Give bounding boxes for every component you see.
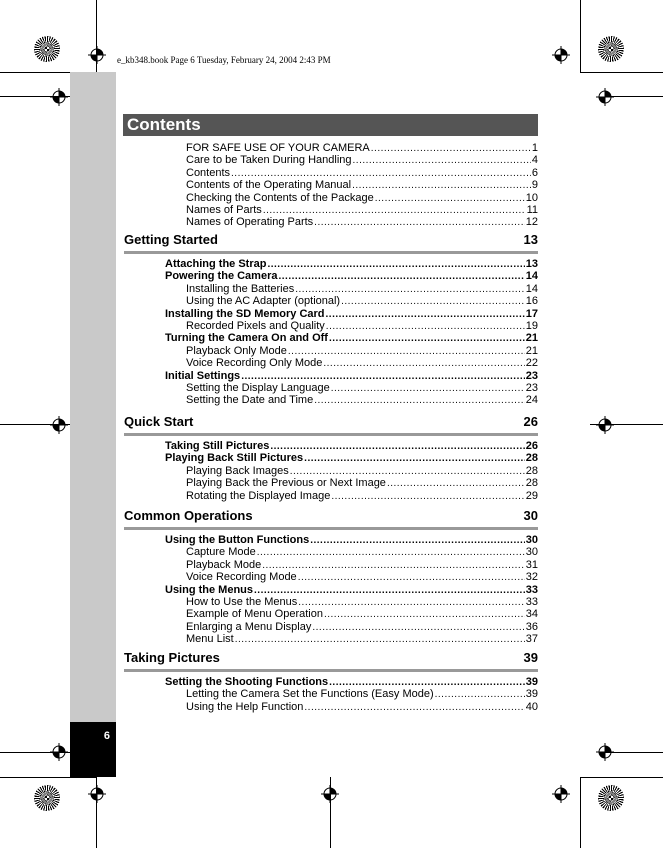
dot-leader — [270, 440, 524, 453]
toc-entry[interactable] — [186, 571, 538, 584]
registration-mark-icon — [321, 785, 339, 803]
dot-leader — [304, 701, 524, 714]
toc-entry-title: Attaching the Strap — [165, 258, 267, 270]
section-rule — [124, 669, 538, 672]
toc-entry-page: 26 — [525, 440, 538, 452]
dot-leader — [371, 142, 531, 155]
dot-leader — [326, 308, 525, 321]
toc-entry-title: Voice Recording Mode — [186, 571, 297, 584]
section-page: 26 — [523, 414, 538, 429]
toc-entry-title: Using the Button Functions — [165, 534, 310, 546]
toc-entry-title: Taking Still Pictures — [165, 440, 270, 452]
dot-leader — [304, 452, 525, 465]
toc-entry[interactable] — [186, 142, 538, 155]
toc-entry-title: Using the AC Adapter (optional) — [186, 295, 341, 308]
toc-entry-page: 34 — [525, 608, 538, 621]
page-number: 6 — [103, 730, 110, 742]
starburst-icon — [34, 785, 60, 811]
toc-entry-title: Names of Operating Parts — [186, 216, 314, 229]
toc-entry-page: 16 — [525, 295, 538, 308]
registration-mark-icon — [50, 743, 68, 761]
section-page: 39 — [523, 650, 538, 665]
toc-entry[interactable] — [186, 179, 538, 192]
section-page: 30 — [523, 508, 538, 523]
dot-leader — [257, 546, 525, 559]
toc-entry[interactable] — [186, 357, 538, 370]
toc-entry-page: 14 — [525, 270, 538, 283]
toc-entry[interactable] — [186, 154, 538, 167]
toc-entry-page: 29 — [525, 489, 538, 502]
toc-entry[interactable] — [165, 270, 538, 283]
toc-entry-page: 33 — [525, 583, 538, 596]
registration-mark-icon — [596, 416, 614, 434]
section-rule — [124, 527, 538, 530]
toc-entry-title: Letting the Camera Set the Functions (Easy Mode) — [186, 688, 434, 701]
dot-leader — [288, 345, 525, 358]
toc-entry-page: 13 — [525, 258, 538, 270]
registration-mark-icon — [552, 785, 570, 803]
toc-entry-page: 30 — [525, 534, 538, 546]
toc-entry[interactable] — [165, 676, 538, 689]
toc-entry-title: Setting the Display Language — [186, 382, 330, 394]
dot-leader — [267, 258, 524, 271]
toc-entry-page: 28 — [525, 452, 538, 465]
toc-entry[interactable] — [165, 258, 538, 271]
toc-entry[interactable] — [165, 452, 538, 465]
toc-entry-page: 36 — [525, 620, 538, 633]
dot-leader — [312, 621, 524, 634]
toc-entry-title: Capture Mode — [186, 546, 256, 559]
section-rule — [124, 251, 538, 254]
dot-leader — [353, 154, 531, 167]
dot-leader — [387, 477, 525, 490]
toc-entry[interactable] — [186, 345, 538, 358]
dot-leader — [263, 204, 526, 217]
dot-leader — [231, 167, 531, 180]
registration-mark-icon — [596, 88, 614, 106]
toc-entry-page: 12 — [525, 216, 538, 229]
toc-entry-title: Setting the Date and Time — [186, 394, 314, 407]
toc-entry-title: Powering the Camera — [165, 270, 278, 283]
toc-entry-page: 28 — [525, 464, 538, 477]
toc-entry-page: 28 — [525, 477, 538, 490]
dot-leader — [375, 192, 525, 205]
section-heading[interactable] — [124, 508, 538, 530]
registration-mark-icon — [596, 743, 614, 761]
toc-entry[interactable] — [186, 546, 538, 559]
starburst-icon — [598, 36, 624, 62]
dot-leader — [241, 370, 525, 383]
dot-leader — [254, 584, 525, 597]
section-title: Getting Started — [124, 232, 218, 247]
section-heading[interactable] — [124, 414, 538, 436]
toc-entry[interactable] — [186, 688, 538, 701]
contents-title-bar — [123, 114, 538, 136]
dot-leader — [314, 216, 525, 229]
starburst-icon — [34, 36, 60, 62]
toc-entry-page: 23 — [525, 369, 538, 382]
toc-entry[interactable] — [186, 167, 538, 180]
toc-entry-title: Names of Parts — [186, 204, 262, 216]
dot-leader — [262, 559, 525, 572]
toc-entry-title: Playback Only Mode — [186, 344, 287, 357]
dot-leader — [314, 394, 525, 407]
toc-entry-page: 19 — [525, 320, 538, 332]
toc-entry[interactable] — [186, 295, 538, 308]
dot-leader — [352, 179, 531, 192]
dot-leader — [298, 596, 524, 609]
toc-entry-title: Setting the Shooting Functions — [165, 676, 329, 688]
section-page: 13 — [523, 232, 538, 247]
toc-entry-title: Example of Menu Operation — [186, 608, 323, 621]
toc-entry-page: 17 — [525, 307, 538, 320]
toc-entry-page: 37 — [525, 633, 538, 646]
dot-leader — [324, 608, 525, 621]
toc-entry[interactable] — [165, 584, 538, 597]
toc-entry-title: Using the Menus — [165, 583, 254, 596]
side-strip — [70, 72, 116, 722]
section-title: Common Operations — [124, 508, 253, 523]
page-title: Contents — [127, 115, 201, 134]
toc-entry-page: 21 — [525, 344, 538, 357]
toc-entry-title: Care to be Taken During Handling — [186, 154, 352, 167]
toc-entry-page: 21 — [525, 332, 538, 345]
toc-entry-page: 4 — [531, 154, 538, 167]
toc-entry-title: Menu List — [186, 633, 234, 646]
dot-leader — [323, 357, 524, 370]
toc-entry[interactable] — [165, 332, 538, 345]
toc-entry-title: Initial Settings — [165, 369, 241, 382]
toc-entry[interactable] — [186, 701, 538, 714]
toc-entry-page: 24 — [525, 394, 538, 407]
dot-leader — [341, 295, 525, 308]
toc-entry-title: Contents of the Operating Manual — [186, 179, 352, 192]
toc-entry[interactable] — [186, 394, 538, 407]
page-number-tab — [70, 722, 116, 777]
toc-entry-title: Playing Back the Previous or Next Image — [186, 477, 386, 490]
toc-entry-page: 33 — [525, 596, 538, 608]
toc-entry-page: 6 — [531, 166, 538, 179]
toc-entry[interactable] — [165, 370, 538, 383]
dot-leader — [290, 465, 525, 478]
toc-entry-title: Enlarging a Menu Display — [186, 620, 312, 633]
toc-entry[interactable] — [186, 192, 538, 205]
toc-entry[interactable] — [165, 308, 538, 321]
toc-entry-title: Playing Back Still Pictures — [165, 452, 304, 465]
starburst-icon — [598, 785, 624, 811]
toc-entry-title: Checking the Contents of the Package — [186, 191, 374, 204]
toc-entry-page: 31 — [525, 558, 538, 571]
toc-entry-title: How to Use the Menus — [186, 596, 298, 608]
section-heading[interactable] — [124, 650, 538, 672]
toc-entry-page: 39 — [525, 676, 538, 688]
registration-mark-icon — [552, 46, 570, 64]
toc-entry-page: 40 — [525, 700, 538, 713]
toc-entry-page: 22 — [525, 357, 538, 370]
toc-entry-page: 10 — [525, 191, 538, 204]
dot-leader — [298, 571, 525, 584]
toc-entry-title: Playing Back Images — [186, 464, 289, 477]
toc-entry[interactable] — [186, 633, 538, 646]
toc-entry[interactable] — [186, 608, 538, 621]
toc-entry-page: 23 — [525, 382, 538, 394]
toc-entry-page: 30 — [525, 546, 538, 559]
toc-entry[interactable] — [186, 283, 538, 296]
dot-leader — [235, 633, 525, 646]
toc-entry[interactable] — [186, 216, 538, 229]
toc-entry[interactable] — [186, 320, 538, 333]
toc-entry-page: 1 — [531, 142, 538, 154]
toc-entry-page: 14 — [525, 282, 538, 295]
toc-entry-title: Playback Mode — [186, 558, 262, 571]
registration-mark-icon — [50, 88, 68, 106]
file-info-header: e_kb348.book Page 6 Tuesday, February 24, 2004 2:43 PM — [117, 55, 331, 65]
toc-entry[interactable] — [186, 465, 538, 478]
toc-entry-page: 32 — [525, 571, 538, 584]
dot-leader — [329, 332, 525, 345]
dot-leader — [278, 270, 524, 283]
section-title: Taking Pictures — [124, 650, 220, 665]
toc-entry-title: Contents — [186, 166, 231, 179]
dot-leader — [331, 490, 524, 503]
registration-mark-icon — [88, 785, 106, 803]
toc-entry[interactable] — [186, 559, 538, 572]
toc-entry[interactable] — [186, 382, 538, 395]
dot-leader — [329, 676, 525, 689]
registration-mark-icon — [88, 46, 106, 64]
section-rule — [124, 433, 538, 436]
registration-mark-icon — [50, 416, 68, 434]
toc-entry-page: 11 — [526, 204, 538, 216]
toc-entry[interactable] — [165, 440, 538, 453]
toc-entry[interactable] — [186, 204, 538, 217]
toc-entry[interactable] — [186, 621, 538, 634]
dot-leader — [326, 320, 525, 333]
section-heading[interactable] — [124, 232, 538, 254]
dot-leader — [295, 283, 525, 296]
toc-entry-title: Installing the Batteries — [186, 282, 295, 295]
toc-entry-title: Recorded Pixels and Quality — [186, 320, 325, 332]
toc-entry-title: Rotating the Displayed Image — [186, 489, 331, 502]
toc-entry[interactable] — [186, 477, 538, 490]
section-title: Quick Start — [124, 414, 194, 429]
toc-entry-page: 9 — [531, 179, 538, 192]
dot-leader — [435, 688, 525, 701]
toc-entry[interactable] — [186, 596, 538, 609]
toc-entry[interactable] — [165, 534, 538, 547]
toc-entry-title: Using the Help Function — [186, 700, 304, 713]
dot-leader — [310, 534, 525, 547]
toc-entry-title: FOR SAFE USE OF YOUR CAMERA — [186, 142, 370, 154]
toc-entry-page: 39 — [525, 688, 538, 701]
toc-entry-title: Turning the Camera On and Off — [165, 332, 328, 345]
dot-leader — [331, 382, 525, 395]
toc-entry-title: Installing the SD Memory Card — [165, 307, 325, 320]
toc-entry-title: Voice Recording Only Mode — [186, 357, 323, 370]
toc-entry[interactable] — [186, 490, 538, 503]
